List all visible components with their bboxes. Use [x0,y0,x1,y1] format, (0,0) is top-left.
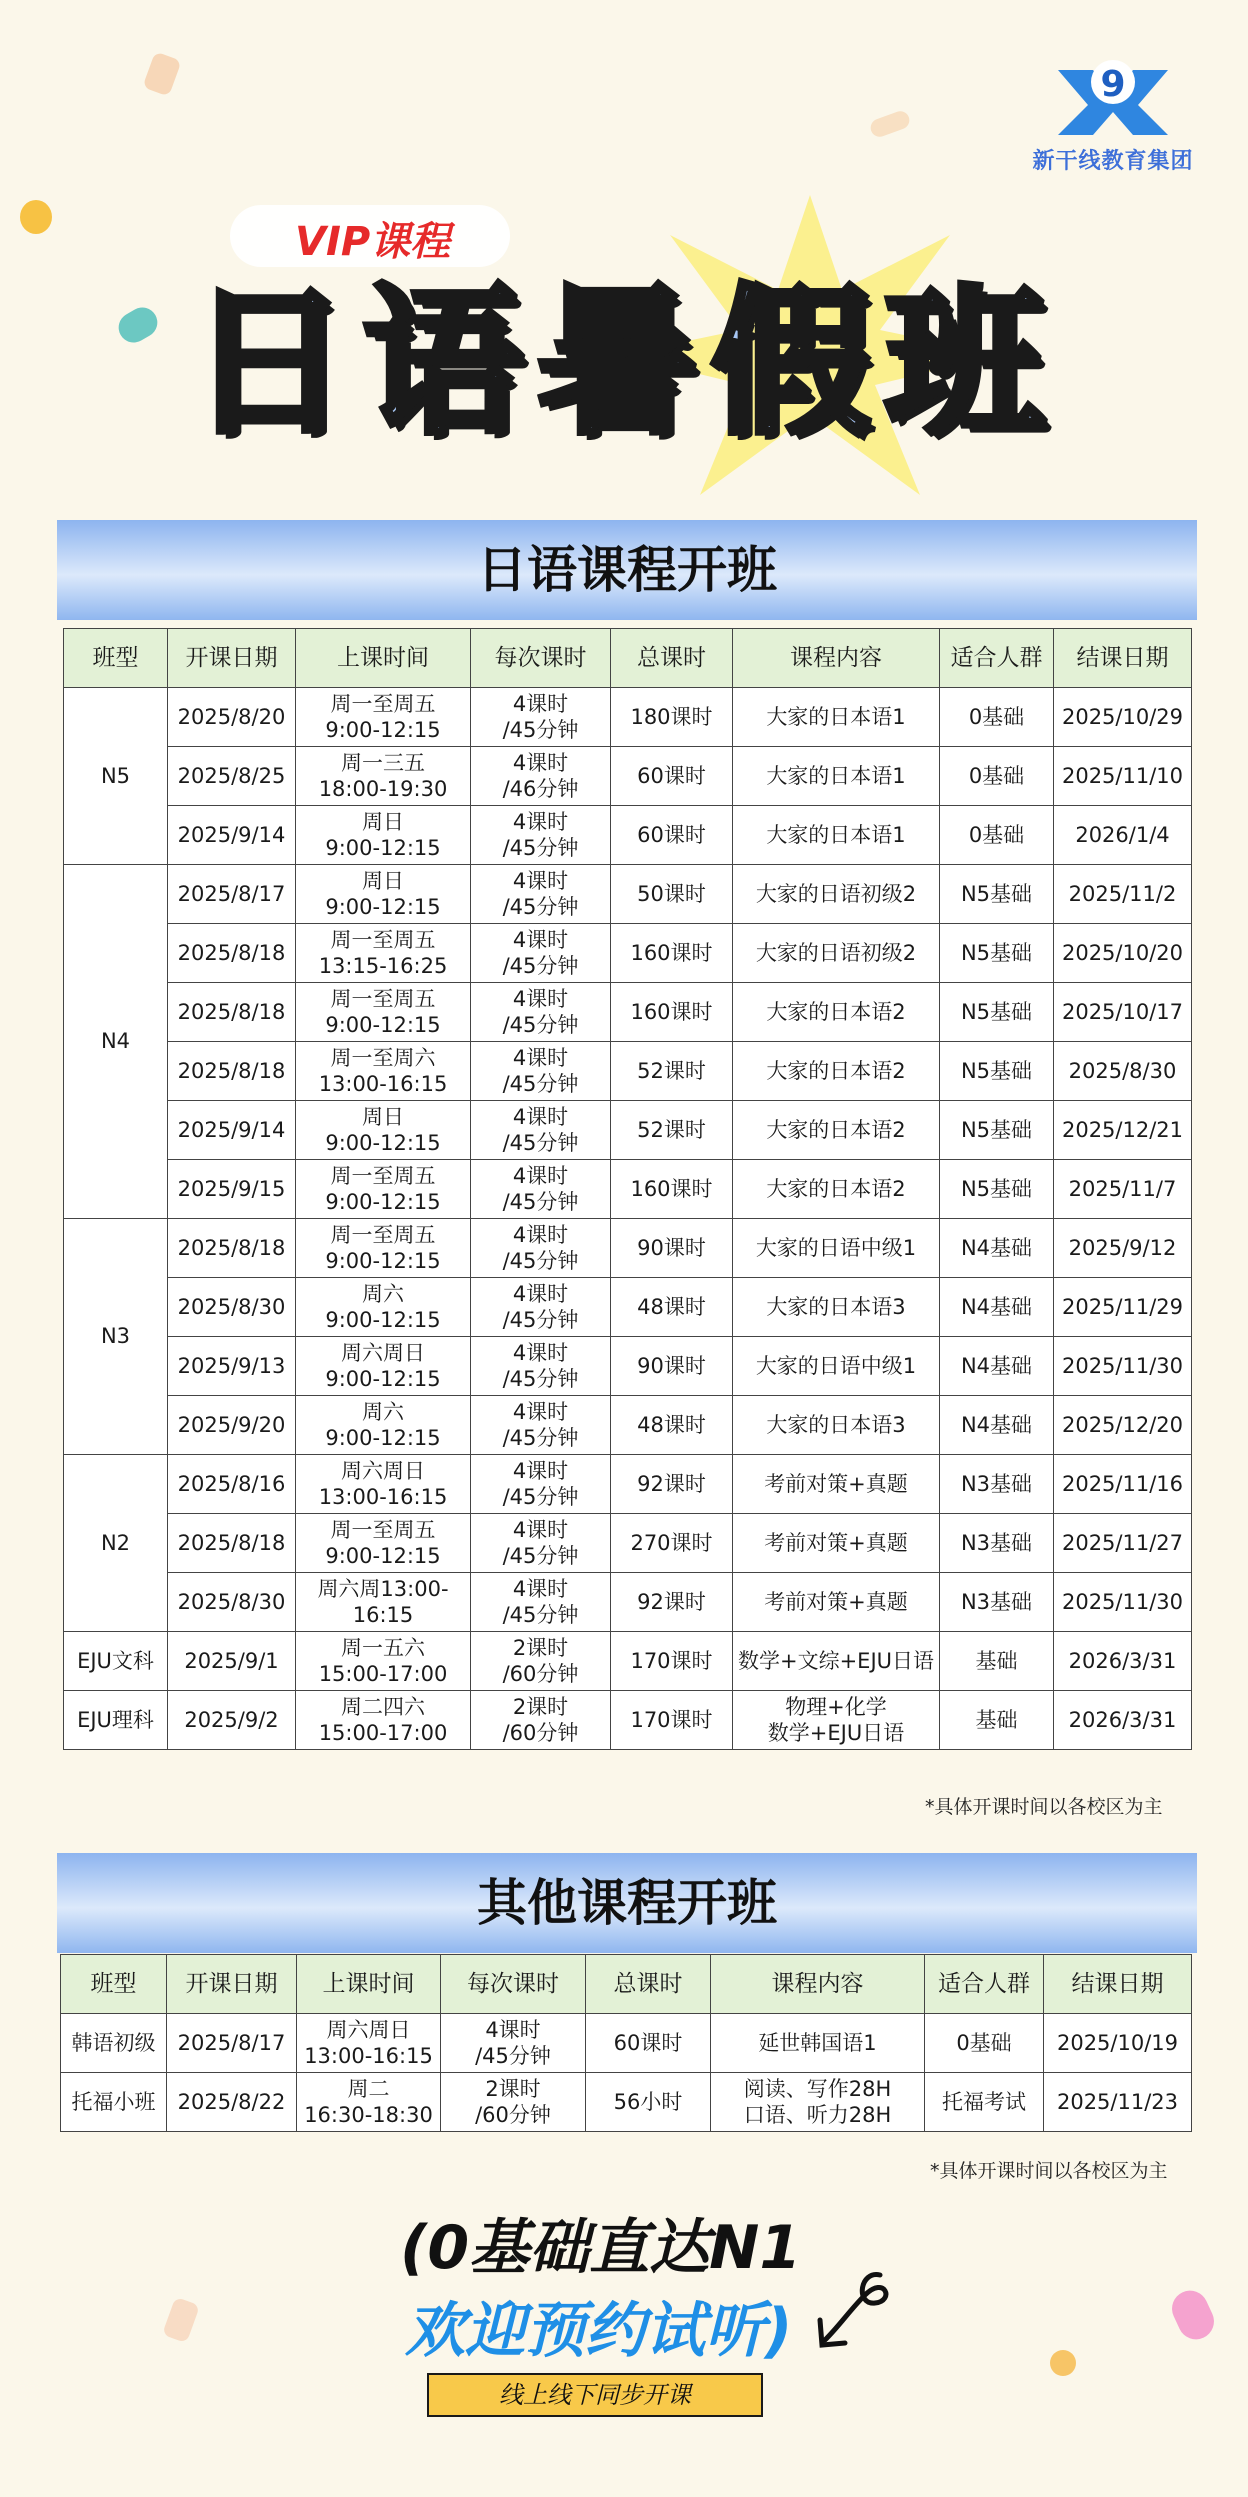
start-date-cell: 2025/9/14 [168,806,296,865]
per-session-cell: 2课时 /60分钟 [441,2073,586,2132]
start-date-cell: 2025/9/1 [168,1632,296,1691]
table-row [64,1278,1192,1337]
course-content-cell: 考前对策+真题 [733,1514,940,1573]
online-offline-badge: 线上线下同步开课 [427,2373,763,2417]
column-header: 结课日期 [1044,1955,1192,2014]
start-date-cell: 2025/9/13 [168,1337,296,1396]
table-row [64,1042,1192,1101]
total-hours-cell: 52课时 [611,1101,733,1160]
per-session-cell: 4课时 /46分钟 [471,747,611,806]
table-row [64,1514,1192,1573]
table-row [61,2014,1192,2073]
class-time-cell: 周日 9:00-12:15 [296,1101,471,1160]
audience-cell: N4基础 [940,1337,1054,1396]
table-row [64,1396,1192,1455]
class-time-cell: 周二四六 15:00-17:00 [296,1691,471,1750]
schedule-note: *具体开课时间以各校区为主 [925,1796,1163,1818]
column-header: 开课日期 [167,1955,297,2014]
slogan-line-2: 欢迎预约试听) [405,2296,793,2366]
start-date-cell: 2025/8/22 [167,2073,297,2132]
column-header: 适合人群 [940,629,1054,688]
course-content-cell: 物理+化学 数学+EJU日语 [733,1691,940,1750]
class-time-cell: 周日 9:00-12:15 [296,806,471,865]
audience-cell: 基础 [940,1691,1054,1750]
course-content-cell: 大家的日本语1 [733,688,940,747]
start-date-cell: 2025/8/30 [168,1278,296,1337]
audience-cell: 基础 [940,1632,1054,1691]
end-date-cell: 2025/10/19 [1044,2014,1192,2073]
class-time-cell: 周一至周五 9:00-12:15 [296,688,471,747]
total-hours-cell: 180课时 [611,688,733,747]
end-date-cell: 2025/11/30 [1054,1573,1192,1632]
table-row [64,747,1192,806]
audience-cell: N5基础 [940,1042,1054,1101]
audience-cell: N4基础 [940,1278,1054,1337]
per-session-cell: 4课时 /45分钟 [471,924,611,983]
audience-cell: 0基础 [940,806,1054,865]
table-row [64,1455,1192,1514]
curly-arrow-icon [800,2265,900,2365]
audience-cell: N5基础 [940,924,1054,983]
end-date-cell: 2025/11/30 [1054,1337,1192,1396]
column-header: 适合人群 [925,1955,1044,2014]
start-date-cell: 2025/8/16 [168,1455,296,1514]
table-row [64,865,1192,924]
per-session-cell: 4课时 /45分钟 [471,688,611,747]
course-content-cell: 延世韩国语1 [711,2014,925,2073]
per-session-cell: 4课时 /45分钟 [471,865,611,924]
total-hours-cell: 48课时 [611,1396,733,1455]
total-hours-cell: 52课时 [611,1042,733,1101]
class-type-cell: N3 [64,1219,168,1455]
total-hours-cell: 56小时 [586,2073,711,2132]
column-header: 结课日期 [1054,629,1192,688]
column-header: 班型 [61,1955,167,2014]
per-session-cell: 4课时 /45分钟 [471,1278,611,1337]
total-hours-cell: 92课时 [611,1573,733,1632]
table-row [64,688,1192,747]
audience-cell: N5基础 [940,1101,1054,1160]
per-session-cell: 4课时 /45分钟 [471,1514,611,1573]
end-date-cell: 2025/11/23 [1044,2073,1192,2132]
class-time-cell: 周六周13:00- 16:15 [296,1573,471,1632]
start-date-cell: 2025/9/2 [168,1691,296,1750]
start-date-cell: 2025/9/15 [168,1160,296,1219]
section-banner-japanese: 日语课程开班 [57,520,1197,620]
course-content-cell: 大家的日语初级2 [733,924,940,983]
per-session-cell: 4课时 /45分钟 [471,983,611,1042]
course-content-cell: 大家的日本语2 [733,983,940,1042]
class-type-cell: N2 [64,1455,168,1632]
audience-cell: N3基础 [940,1455,1054,1514]
end-date-cell: 2025/8/30 [1054,1042,1192,1101]
start-date-cell: 2025/8/30 [168,1573,296,1632]
audience-cell: 0基础 [925,2014,1044,2073]
class-type-cell: N5 [64,688,168,865]
course-content-cell: 大家的日本语3 [733,1278,940,1337]
per-session-cell: 4课时 /45分钟 [471,1396,611,1455]
confetti-dot [162,2297,200,2343]
table-row [64,1101,1192,1160]
column-header: 上课时间 [296,629,471,688]
start-date-cell: 2025/8/18 [168,1514,296,1573]
class-type-cell: N4 [64,865,168,1219]
per-session-cell: 4课时 /45分钟 [471,1337,611,1396]
course-content-cell: 考前对策+真题 [733,1455,940,1514]
audience-cell: 0基础 [940,747,1054,806]
table-row [64,1691,1192,1750]
table-header-row [61,1955,1192,2014]
total-hours-cell: 60课时 [611,747,733,806]
section-banner-other: 其他课程开班 [57,1853,1197,1953]
end-date-cell: 2025/9/12 [1054,1219,1192,1278]
brand-logo [1018,40,1208,175]
end-date-cell: 2025/11/7 [1054,1160,1192,1219]
per-session-cell: 4课时 /45分钟 [471,1573,611,1632]
course-content-cell: 大家的日语中级1 [733,1219,940,1278]
column-header: 开课日期 [168,629,296,688]
total-hours-cell: 270课时 [611,1514,733,1573]
start-date-cell: 2025/8/18 [168,1042,296,1101]
brand-name: 新干线教育集团 [1032,149,1194,174]
course-content-cell: 大家的日本语1 [733,806,940,865]
column-header: 总课时 [586,1955,711,2014]
audience-cell: N4基础 [940,1219,1054,1278]
start-date-cell: 2025/8/18 [168,924,296,983]
end-date-cell: 2025/12/20 [1054,1396,1192,1455]
total-hours-cell: 170课时 [611,1691,733,1750]
table-row [64,806,1192,865]
end-date-cell: 2025/10/29 [1054,688,1192,747]
total-hours-cell: 90课时 [611,1219,733,1278]
per-session-cell: 4课时 /45分钟 [471,1160,611,1219]
class-time-cell: 周日 9:00-12:15 [296,865,471,924]
class-time-cell: 周六周日 13:00-16:15 [296,1455,471,1514]
total-hours-cell: 60课时 [586,2014,711,2073]
per-session-cell: 2课时 /60分钟 [471,1632,611,1691]
per-session-cell: 4课时 /45分钟 [471,806,611,865]
confetti-dot [1050,2350,1076,2376]
confetti-dot [868,109,912,140]
class-time-cell: 周二 16:30-18:30 [297,2073,441,2132]
table-row [61,2073,1192,2132]
class-time-cell: 周一三五 18:00-19:30 [296,747,471,806]
total-hours-cell: 48课时 [611,1278,733,1337]
column-header: 每次课时 [471,629,611,688]
start-date-cell: 2025/8/17 [167,2014,297,2073]
column-header: 课程内容 [733,629,940,688]
end-date-cell: 2025/10/20 [1054,924,1192,983]
table-row [64,1632,1192,1691]
page-title: 日语暑假班 [188,269,1059,456]
start-date-cell: 2025/8/18 [168,983,296,1042]
confetti-dot [142,51,181,96]
class-type-cell: 托福小班 [61,2073,167,2132]
course-content-cell: 大家的日本语3 [733,1396,940,1455]
japanese-course-table [63,628,1192,1750]
column-header: 上课时间 [297,1955,441,2014]
audience-cell: N3基础 [940,1573,1054,1632]
per-session-cell: 4课时 /45分钟 [471,1219,611,1278]
class-time-cell: 周一至周五 9:00-12:15 [296,1219,471,1278]
course-content-cell: 大家的日本语1 [733,747,940,806]
course-content-cell: 大家的日语中级1 [733,1337,940,1396]
course-content-cell: 阅读、写作28H 口语、听力28H [711,2073,925,2132]
course-content-cell: 大家的日语初级2 [733,865,940,924]
confetti-dot [20,200,52,234]
class-time-cell: 周一至周六 13:00-16:15 [296,1042,471,1101]
total-hours-cell: 170课时 [611,1632,733,1691]
audience-cell: 0基础 [940,688,1054,747]
audience-cell: N5基础 [940,983,1054,1042]
end-date-cell: 2025/12/21 [1054,1101,1192,1160]
start-date-cell: 2025/8/20 [168,688,296,747]
per-session-cell: 4课时 /45分钟 [441,2014,586,2073]
schedule-note-2: *具体开课时间以各校区为主 [930,2160,1168,2182]
course-content-cell: 大家的日本语2 [733,1160,940,1219]
table-row [64,1337,1192,1396]
start-date-cell: 2025/8/25 [168,747,296,806]
class-type-cell: 韩语初级 [61,2014,167,2073]
per-session-cell: 4课时 /45分钟 [471,1042,611,1101]
class-time-cell: 周一五六 15:00-17:00 [296,1632,471,1691]
total-hours-cell: 160课时 [611,924,733,983]
total-hours-cell: 50课时 [611,865,733,924]
column-header: 班型 [64,629,168,688]
total-hours-cell: 92课时 [611,1455,733,1514]
class-time-cell: 周一至周五 9:00-12:15 [296,1514,471,1573]
start-date-cell: 2025/9/20 [168,1396,296,1455]
column-header: 每次课时 [441,1955,586,2014]
end-date-cell: 2026/3/31 [1054,1632,1192,1691]
logo-mark-icon [1038,40,1188,140]
svg-text:9: 9 [1100,64,1126,105]
end-date-cell: 2025/11/27 [1054,1514,1192,1573]
slogan-line-1: (0基础直达N1 [400,2213,802,2283]
course-content-cell: 数学+文综+EJU日语 [733,1632,940,1691]
total-hours-cell: 160课时 [611,1160,733,1219]
class-time-cell: 周六 9:00-12:15 [296,1278,471,1337]
start-date-cell: 2025/8/17 [168,865,296,924]
class-type-cell: EJU理科 [64,1691,168,1750]
table-header-row [64,629,1192,688]
per-session-cell: 4课时 /45分钟 [471,1101,611,1160]
end-date-cell: 2025/11/10 [1054,747,1192,806]
end-date-cell: 2025/11/2 [1054,865,1192,924]
course-content-cell: 大家的日本语2 [733,1101,940,1160]
total-hours-cell: 90课时 [611,1337,733,1396]
class-time-cell: 周六周日 13:00-16:15 [297,2014,441,2073]
confetti-dot [1166,2285,1220,2346]
course-content-cell: 考前对策+真题 [733,1573,940,1632]
other-course-table [60,1954,1192,2132]
class-time-cell: 周一至周五 9:00-12:15 [296,1160,471,1219]
end-date-cell: 2025/11/29 [1054,1278,1192,1337]
end-date-cell: 2026/1/4 [1054,806,1192,865]
per-session-cell: 2课时 /60分钟 [471,1691,611,1750]
end-date-cell: 2026/3/31 [1054,1691,1192,1750]
column-header: 总课时 [611,629,733,688]
class-time-cell: 周六 9:00-12:15 [296,1396,471,1455]
total-hours-cell: 160课时 [611,983,733,1042]
end-date-cell: 2025/11/16 [1054,1455,1192,1514]
class-type-cell: EJU文科 [64,1632,168,1691]
table-row [64,924,1192,983]
total-hours-cell: 60课时 [611,806,733,865]
start-date-cell: 2025/9/14 [168,1101,296,1160]
table-row [64,1219,1192,1278]
audience-cell: 托福考试 [925,2073,1044,2132]
table-row [64,1160,1192,1219]
table-row [64,983,1192,1042]
audience-cell: N3基础 [940,1514,1054,1573]
per-session-cell: 4课时 /45分钟 [471,1455,611,1514]
table-row [64,1573,1192,1632]
audience-cell: N5基础 [940,865,1054,924]
start-date-cell: 2025/8/18 [168,1219,296,1278]
class-time-cell: 周六周日 9:00-12:15 [296,1337,471,1396]
vip-label: VIP课程 [295,219,451,265]
class-time-cell: 周一至周五 9:00-12:15 [296,983,471,1042]
column-header: 课程内容 [711,1955,925,2014]
course-content-cell: 大家的日本语2 [733,1042,940,1101]
audience-cell: N4基础 [940,1396,1054,1455]
class-time-cell: 周一至周五 13:15-16:25 [296,924,471,983]
audience-cell: N5基础 [940,1160,1054,1219]
end-date-cell: 2025/10/17 [1054,983,1192,1042]
